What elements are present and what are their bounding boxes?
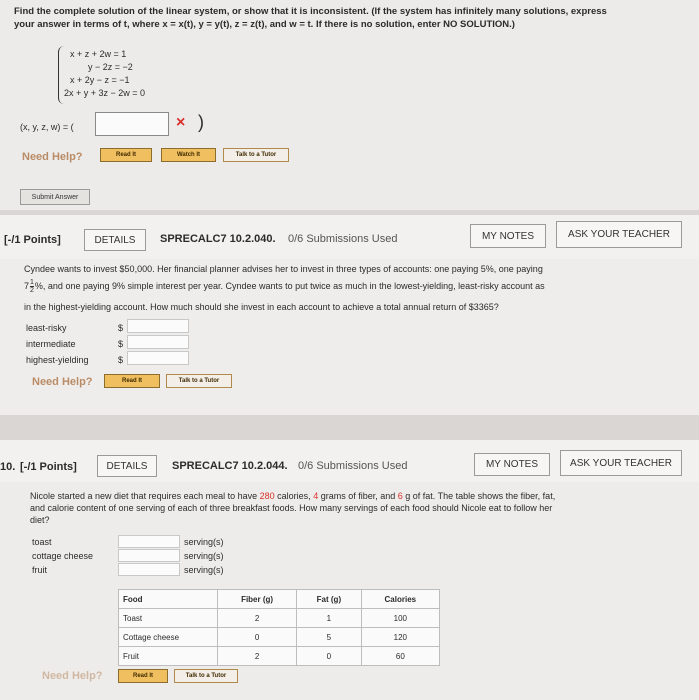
q3-submissions: 0/6 Submissions Used xyxy=(298,460,408,472)
q2-currency-3: $ xyxy=(118,355,124,365)
q2-intermediate-input[interactable] xyxy=(127,335,189,349)
q2-my-notes-button[interactable]: MY NOTES xyxy=(470,224,546,248)
q3-read-it-button[interactable]: Read It xyxy=(118,669,168,683)
need-help-label: Need Help? xyxy=(22,151,83,163)
q2-currency-2: $ xyxy=(118,339,124,349)
table-cell: 5 xyxy=(297,628,362,647)
watch-it-button[interactable]: Watch It xyxy=(161,148,216,162)
q2-row-label-least-risky: least-risky xyxy=(26,323,67,333)
q3-number: 10. xyxy=(0,461,16,473)
q3-cottage-cheese-input[interactable] xyxy=(118,549,180,562)
q3-fruit-unit: serving(s) xyxy=(184,565,224,575)
table-header-cell: Calories xyxy=(361,590,439,609)
q3-text-line3: diet? xyxy=(30,515,50,525)
q2-highest-yielding-input[interactable] xyxy=(127,351,189,365)
q3-talk-to-tutor-button[interactable]: Talk to a Tutor xyxy=(174,669,238,683)
question-panel-3 xyxy=(0,440,699,700)
table-cell: 2 xyxy=(218,609,297,628)
submit-answer-button[interactable]: Submit Answer xyxy=(20,189,90,205)
q3-row-label-cottage-cheese: cottage cheese xyxy=(32,551,94,561)
q3-my-notes-button[interactable]: MY NOTES xyxy=(474,453,550,476)
table-cell: 2 xyxy=(218,647,297,666)
q2-ask-teacher-button[interactable]: ASK YOUR TEACHER xyxy=(556,221,682,248)
q2-text-line2 xyxy=(24,279,545,294)
table-row xyxy=(119,609,440,628)
q2-points: [-/1 Points] xyxy=(4,234,61,246)
q3-text-part-d: g of fat. The table shows the fiber, fat, xyxy=(402,491,556,501)
q3-text-part-b: calories, xyxy=(274,491,314,501)
q3-row-label-fruit: fruit xyxy=(32,565,48,575)
q2-details-button[interactable]: DETAILS xyxy=(84,229,146,251)
q2-fraction-numerator: 1 xyxy=(30,279,34,286)
table-header-row xyxy=(119,590,440,609)
q1-prompt-line2: your answer in terms of t, where x = x(t), y = y(t), z = z(t), and w = t. If there is no solution, enter NO SOLUTION.) xyxy=(14,19,515,30)
equation-2: y − 2z = −2 xyxy=(88,62,133,72)
q2-row-label-highest-yielding: highest-yielding xyxy=(26,355,89,365)
table-row xyxy=(119,647,440,666)
q3-ask-teacher-button[interactable]: ASK YOUR TEACHER xyxy=(560,450,682,476)
table-cell: Cottage cheese xyxy=(119,628,218,647)
clear-icon[interactable]: × xyxy=(176,114,186,131)
food-nutrition-table xyxy=(118,589,440,666)
q2-problem-code: SPRECALC7 10.2.040. xyxy=(160,233,276,245)
q3-row-label-toast: toast xyxy=(32,537,52,547)
q3-points: [-/1 Points] xyxy=(20,461,77,473)
q2-least-risky-input[interactable] xyxy=(127,319,189,333)
table-cell: 0 xyxy=(297,647,362,666)
q2-text-line2-rest: %, and one paying 9% simple interest per year. Cyndee wants to put twice as much in the lowest-yielding, least-risky account as xyxy=(34,280,545,291)
equation-4: 2x + y + 3z − 2w = 0 xyxy=(64,88,146,98)
q3-fat-value: 6 xyxy=(397,491,403,501)
q2-read-it-button[interactable]: Read It xyxy=(104,374,160,388)
q3-calories-value: 280 xyxy=(259,491,275,501)
table-cell: 100 xyxy=(361,609,439,628)
table-header-cell: Fiber (g) xyxy=(218,590,297,609)
table-cell: Toast xyxy=(119,609,218,628)
q3-need-help-label: Need Help? xyxy=(42,670,103,682)
table-cell: 60 xyxy=(361,647,439,666)
table-row xyxy=(119,628,440,647)
q1-prompt-line1: Find the complete solution of the linear system, or show that it is inconsistent. (If the system has infinitely many solutions, express xyxy=(14,6,607,17)
q2-submissions: 0/6 Submissions Used xyxy=(288,233,398,245)
q3-problem-code: SPRECALC7 10.2.044. xyxy=(172,460,288,472)
read-it-button[interactable]: Read It xyxy=(100,148,152,162)
table-cell: 120 xyxy=(361,628,439,647)
table-header-cell: Fat (g) xyxy=(297,590,362,609)
q2-row-label-intermediate: intermediate xyxy=(26,339,76,349)
q3-toast-input[interactable] xyxy=(118,535,180,548)
q2-fraction-denominator: 2 xyxy=(30,287,34,294)
answer-label: (x, y, z, w) = ( xyxy=(20,122,74,132)
table-cell: Fruit xyxy=(119,647,218,666)
answer-close-paren: ) xyxy=(198,112,204,132)
q2-mixed-number-whole: 7 xyxy=(24,280,30,291)
q2-talk-to-tutor-button[interactable]: Talk to a Tutor xyxy=(166,374,232,388)
q3-cottage-cheese-unit: serving(s) xyxy=(184,551,224,561)
question-panel-2 xyxy=(0,215,699,415)
answer-input[interactable] xyxy=(95,112,169,136)
table-header-cell: Food xyxy=(119,590,218,609)
q2-currency-1: $ xyxy=(118,323,124,333)
talk-to-tutor-button[interactable]: Talk to a Tutor xyxy=(223,148,289,162)
q2-text-line3: in the highest-yielding account. How much should she invest in each account to achieve a total annual return of $3365? xyxy=(24,302,499,312)
q2-need-help-label: Need Help? xyxy=(32,376,93,388)
equation-1: x + z + 2w = 1 xyxy=(70,49,127,59)
q3-fruit-input[interactable] xyxy=(118,563,180,576)
q3-details-button[interactable]: DETAILS xyxy=(97,455,157,477)
q3-toast-unit: serving(s) xyxy=(184,537,224,547)
q3-text-line1 xyxy=(30,490,555,502)
question-panel-1 xyxy=(0,0,699,210)
table-cell: 0 xyxy=(218,628,297,647)
q2-text-line1: Cyndee wants to invest $50,000. Her financial planner advises her to invest in three types of accounts: one paying 5%, one paying xyxy=(24,264,543,274)
table-cell: 1 xyxy=(297,609,362,628)
q3-text-part-c: grams of fiber, and xyxy=(318,491,398,501)
q3-text-part-a: Nicole started a new diet that requires each meal to have xyxy=(30,491,260,501)
q3-fiber-value: 4 xyxy=(313,491,319,501)
equation-3: x + 2y − z = −1 xyxy=(70,75,130,85)
q3-text-line2: and calorie content of one serving of each of three breakfast foods. How many servings of each food should Nicole eat to follow her xyxy=(30,503,553,513)
